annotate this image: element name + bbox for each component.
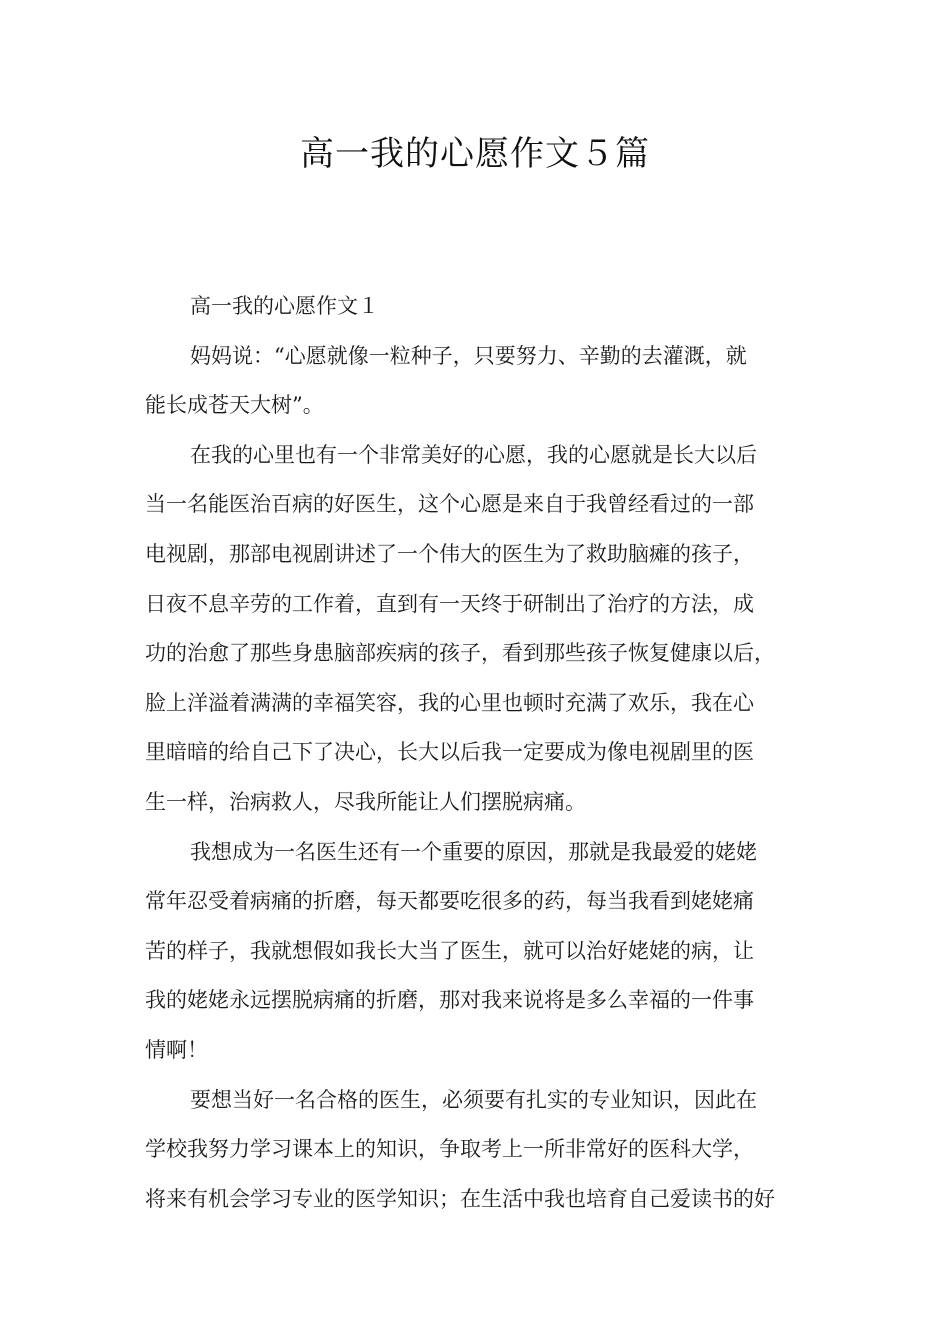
- paragraph-line: 常年忍受着病痛的折磨，每天都要吃很多的药，每当我看到姥姥痛: [145, 889, 754, 914]
- paragraph-line: 日夜不息辛劳的工作着，直到有一天终于研制出了治疗的方法，成: [145, 591, 754, 616]
- paragraph-1: [145, 282, 817, 332]
- paragraph-4: [145, 828, 817, 1076]
- paragraph-line: 要想当好一名合格的医生，必须要有扎实的专业知识，因此在: [190, 1087, 757, 1112]
- paragraph-line: 苦的样子，我就想假如我长大当了医生，就可以治好姥姥的病，让: [145, 938, 754, 963]
- document-body: [145, 282, 817, 1224]
- paragraph-line: 里暗暗的给自己下了决心，长大以后我一定要成为像电视剧里的医: [145, 740, 754, 765]
- paragraph-line: 我想成为一名医生还有一个重要的原因，那就是我最爱的姥姥: [190, 839, 757, 864]
- paragraph-line: 情啊！: [145, 1037, 208, 1062]
- paragraph-line: 电视剧，那部电视剧讲述了一个伟大的医生为了救助脑瘫的孩子，: [145, 541, 754, 566]
- paragraph-5: [145, 1076, 817, 1225]
- paragraph-line: 功的治愈了那些身患脑部疾病的孩子，看到那些孩子恢复健康以后，: [145, 641, 775, 666]
- paragraph-line: 当一名能医治百病的好医生，这个心愿是来自于我曾经看过的一部: [145, 492, 754, 517]
- paragraph-line: 生一样，治病救人，尽我所能让人们摆脱病痛。: [145, 789, 586, 814]
- paragraph-line: 脸上洋溢着满满的幸福笑容，我的心里也顿时充满了欢乐，我在心: [145, 690, 754, 715]
- paragraph-line: 学校我努力学习课本上的知识，争取考上一所非常好的医科大学，: [145, 1137, 754, 1162]
- paragraph-line: 我的姥姥永远摆脱病痛的折磨，那对我来说将是多么幸福的一件事: [145, 988, 754, 1013]
- paragraph-line: 将来有机会学习专业的医学知识；在生活中我也培育自己爱读书的好: [145, 1186, 775, 1211]
- paragraph-line: 在我的心里也有一个非常美好的心愿，我的心愿就是长大以后: [190, 442, 757, 467]
- paragraph-3: [145, 431, 817, 828]
- paragraph-line: 妈妈说：“心愿就像一粒种子，只要努力、辛勤的去灌溉，就: [190, 343, 747, 368]
- paragraph-2: [145, 332, 817, 431]
- paragraph-line: 能长成苍天大树”。: [145, 393, 324, 418]
- document-title: 高一我的心愿作文５篇: [300, 134, 650, 174]
- paragraph-line: 高一我的心愿作文１: [190, 294, 379, 318]
